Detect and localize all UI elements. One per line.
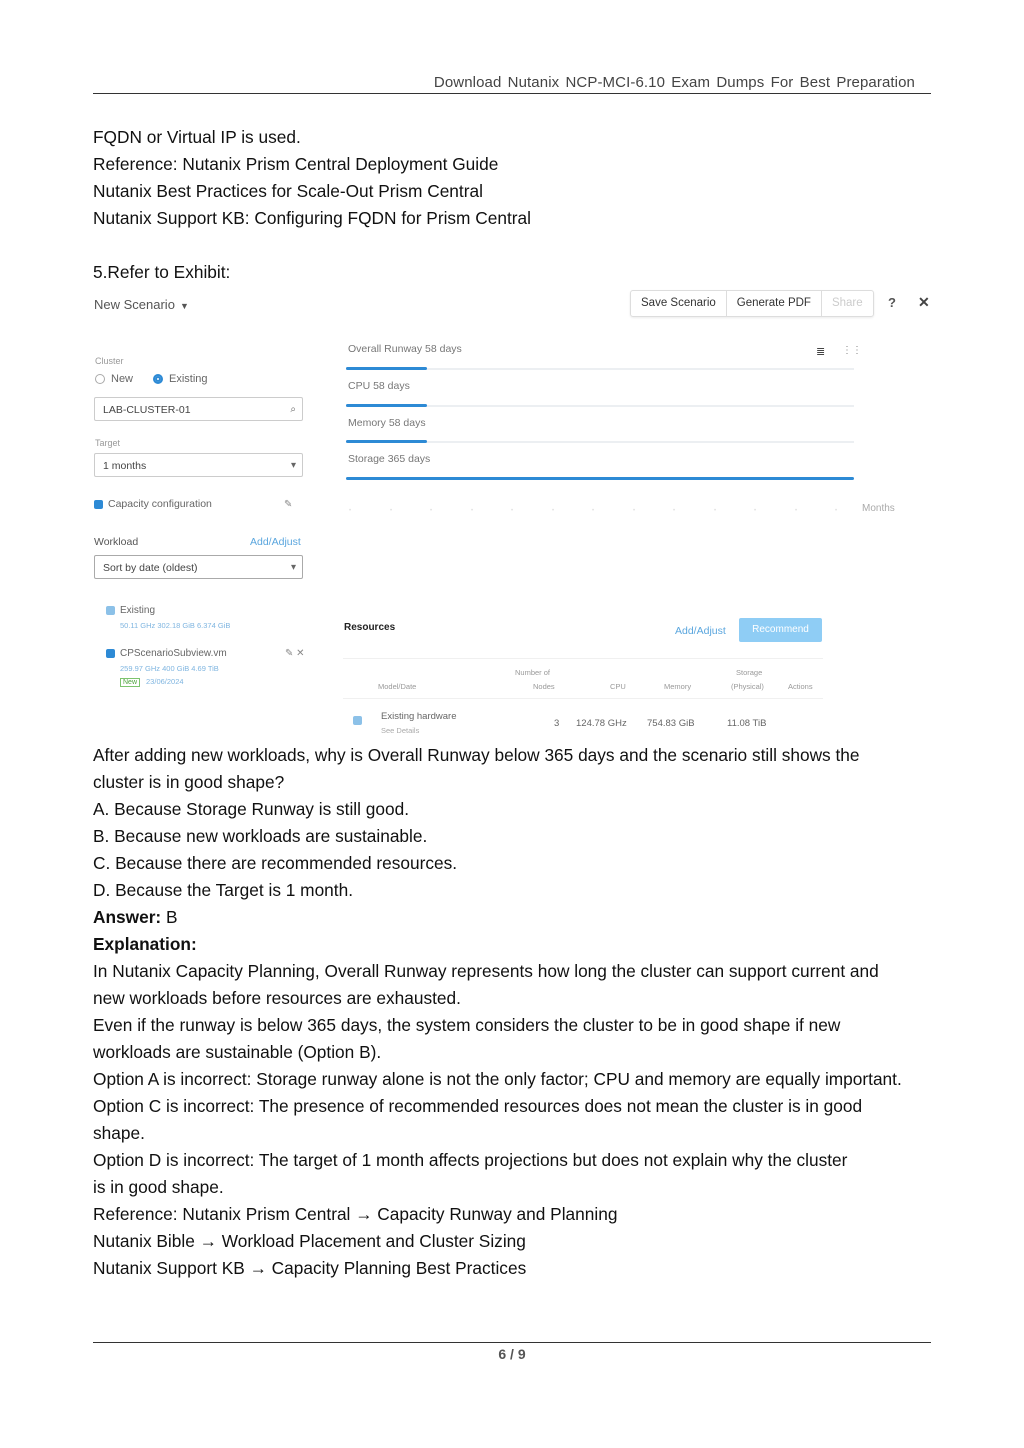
axis-tick: •: [633, 508, 636, 514]
workload-new-stats: 259.97 GHz 400 GiB 4.69 TiB: [120, 664, 219, 673]
workload-new-meta: New 23/06/2024: [120, 677, 184, 686]
page-number: 6 / 9: [498, 1346, 526, 1362]
col-nodes-line1: Number of: [515, 668, 551, 677]
workload-item-new[interactable]: CPScenarioSubview.vm: [106, 648, 227, 659]
close-icon[interactable]: ✕: [918, 294, 930, 310]
help-icon[interactable]: ?: [888, 295, 896, 310]
memory-runway-bar: [346, 440, 427, 443]
explanation-line: In Nutanix Capacity Planning, Overall Runway represents how long the cluster can support current and: [93, 961, 879, 981]
explanation-line: shape.: [93, 1123, 145, 1143]
capacity-config-checkbox[interactable]: [94, 500, 103, 509]
target-label: Target: [95, 438, 121, 448]
cluster-radio-group: [95, 373, 208, 385]
axis-tick: •: [430, 508, 433, 514]
workload-add-adjust-link[interactable]: Add/Adjust: [250, 536, 301, 548]
answer-line: [93, 907, 178, 927]
col-cpu: CPU: [610, 682, 626, 691]
row-checkbox[interactable]: [353, 716, 362, 725]
storage-runway-label: Storage 365 days: [348, 453, 431, 465]
share-button[interactable]: Share: [831, 297, 863, 309]
answer-label: Answer:: [93, 907, 162, 927]
body-line: FQDN or Virtual IP is used.: [93, 127, 301, 147]
axis-tick: •: [552, 508, 555, 514]
cpu-runway-bar: [346, 404, 427, 407]
header-divider: [93, 93, 931, 94]
question-line: After adding new workloads, why is Overall Runway below 365 days and the scenario still shows the: [93, 745, 860, 765]
resources-title: Resources: [344, 622, 396, 633]
col-memory: Memory: [664, 682, 692, 691]
overall-runway-bar: [346, 367, 427, 370]
axis-tick: •: [795, 508, 798, 514]
workload-checkbox[interactable]: [106, 649, 115, 658]
explanation-line: Option A is incorrect: Storage runway alone is not the only factor; CPU and memory are equally important.: [93, 1069, 902, 1089]
target-select[interactable]: 1 months ▾: [94, 453, 303, 477]
cpu-runway-label: CPU 58 days: [348, 380, 410, 392]
capacity-config-row[interactable]: Capacity configuration: [94, 498, 212, 510]
row-nodes: 3: [554, 718, 560, 729]
explanation-line: Option C is incorrect: The presence of recommended resources does not mean the cluster is in good: [93, 1096, 863, 1116]
page-header-title: Download Nutanix NCP-MCI-6.10 Exam Dumps For Best Preparation: [433, 74, 915, 91]
chevron-down-icon: ▼: [179, 301, 189, 311]
question-intro: 5.Refer to Exhibit:: [93, 262, 231, 282]
axis-tick: •: [714, 508, 717, 514]
radio-new[interactable]: [95, 374, 105, 384]
months-axis-label: Months: [862, 503, 895, 514]
table-row[interactable]: [353, 712, 367, 730]
reference-line: Nutanix Support KB → Capacity Planning Best Practices: [93, 1258, 527, 1278]
scenario-actions: [630, 290, 874, 317]
explanation-line: workloads are sustainable (Option B).: [93, 1042, 382, 1062]
table-divider: [343, 698, 823, 699]
axis-tick: •: [835, 508, 838, 514]
resources-add-adjust-link[interactable]: Add/Adjust: [675, 625, 726, 637]
grid-view-icon[interactable]: ⋮⋮: [842, 345, 862, 356]
workload-item-existing[interactable]: Existing: [106, 605, 155, 616]
axis-tick: •: [511, 508, 514, 514]
search-icon: ⌕: [290, 404, 296, 415]
row-memory: 754.83 GiB: [647, 718, 695, 729]
memory-runway-label: Memory 58 days: [348, 417, 426, 429]
chevron-down-icon: ▾: [290, 562, 296, 573]
new-badge: New: [120, 678, 140, 687]
generate-pdf-button[interactable]: Generate PDF: [727, 291, 822, 316]
col-model: Model/Date: [378, 682, 417, 691]
option-b: B. Because new workloads are sustainable.: [93, 826, 428, 846]
cluster-search-input[interactable]: LAB-CLUSTER-01 ⌕: [94, 397, 303, 421]
axis-tick: •: [592, 508, 595, 514]
edit-icon[interactable]: ✎ ✕: [285, 648, 305, 659]
axis-tick: •: [471, 508, 474, 514]
question-line: cluster is in good shape?: [93, 772, 285, 792]
answer-value: B: [161, 907, 178, 927]
body-line: Reference: Nutanix Prism Central Deployment Guide: [93, 154, 499, 174]
radio-new-label: New: [111, 373, 134, 385]
reference-line: Reference: Nutanix Prism Central → Capacity Runway and Planning: [93, 1204, 618, 1224]
explanation-label: Explanation:: [93, 934, 197, 954]
body-line: Nutanix Support KB: Configuring FQDN for Prism Central: [93, 208, 531, 228]
option-c: C. Because there are recommended resources.: [93, 853, 458, 873]
explanation-line: Even if the runway is below 365 days, the system considers the cluster to be in good shape if new: [93, 1015, 841, 1035]
radio-existing[interactable]: [153, 374, 163, 384]
workload-checkbox[interactable]: [106, 606, 115, 615]
edit-icon[interactable]: ✎: [284, 499, 293, 510]
radio-existing-label: Existing: [169, 373, 208, 385]
explanation-line: new workloads before resources are exhausted.: [93, 988, 461, 1008]
explanation-line: Option D is incorrect: The target of 1 month affects projections but does not explain why the cluster: [93, 1150, 848, 1170]
body-line: Nutanix Best Practices for Scale-Out Prism Central: [93, 181, 483, 201]
cluster-label: Cluster: [95, 356, 124, 366]
see-details-link[interactable]: See Details: [381, 726, 420, 735]
col-storage-line2: (Physical): [731, 682, 764, 691]
axis-tick: •: [390, 508, 393, 514]
storage-runway-bar: [346, 477, 854, 480]
col-storage-line1: Storage: [736, 668, 763, 677]
scenario-title-dropdown[interactable]: New Scenario ▼: [94, 297, 189, 312]
workload-existing-stats: 50.11 GHz 302.18 GiB 6.374 GiB: [120, 621, 231, 630]
workload-sort-select[interactable]: Sort by date (oldest) ▾: [94, 555, 303, 579]
table-divider: [343, 658, 823, 659]
overall-runway-label: Overall Runway 58 days: [348, 343, 462, 355]
exhibit-screenshot: [93, 286, 938, 738]
list-view-icon[interactable]: ≣: [816, 346, 826, 358]
reference-line: Nutanix Bible → Workload Placement and Cluster Sizing: [93, 1231, 526, 1251]
row-storage: 11.08 TiB: [727, 718, 767, 729]
axis-tick: •: [673, 508, 676, 514]
axis-tick: •: [349, 508, 352, 514]
footer-divider: [93, 1342, 931, 1343]
option-a: A. Because Storage Runway is still good.: [93, 799, 410, 819]
col-nodes-line2: Nodes: [533, 682, 555, 691]
option-d: D. Because the Target is 1 month.: [93, 880, 354, 900]
row-cpu: 124.78 GHz: [576, 718, 627, 729]
axis-tick: •: [754, 508, 757, 514]
chevron-down-icon: ▾: [290, 460, 296, 471]
save-scenario-button[interactable]: Save Scenario: [631, 291, 727, 316]
col-actions: Actions: [788, 682, 813, 691]
row-name: Existing hardware: [381, 711, 457, 722]
recommend-button[interactable]: Recommend: [739, 618, 822, 642]
explanation-line: is in good shape.: [93, 1177, 224, 1197]
workload-label: Workload: [94, 536, 139, 548]
